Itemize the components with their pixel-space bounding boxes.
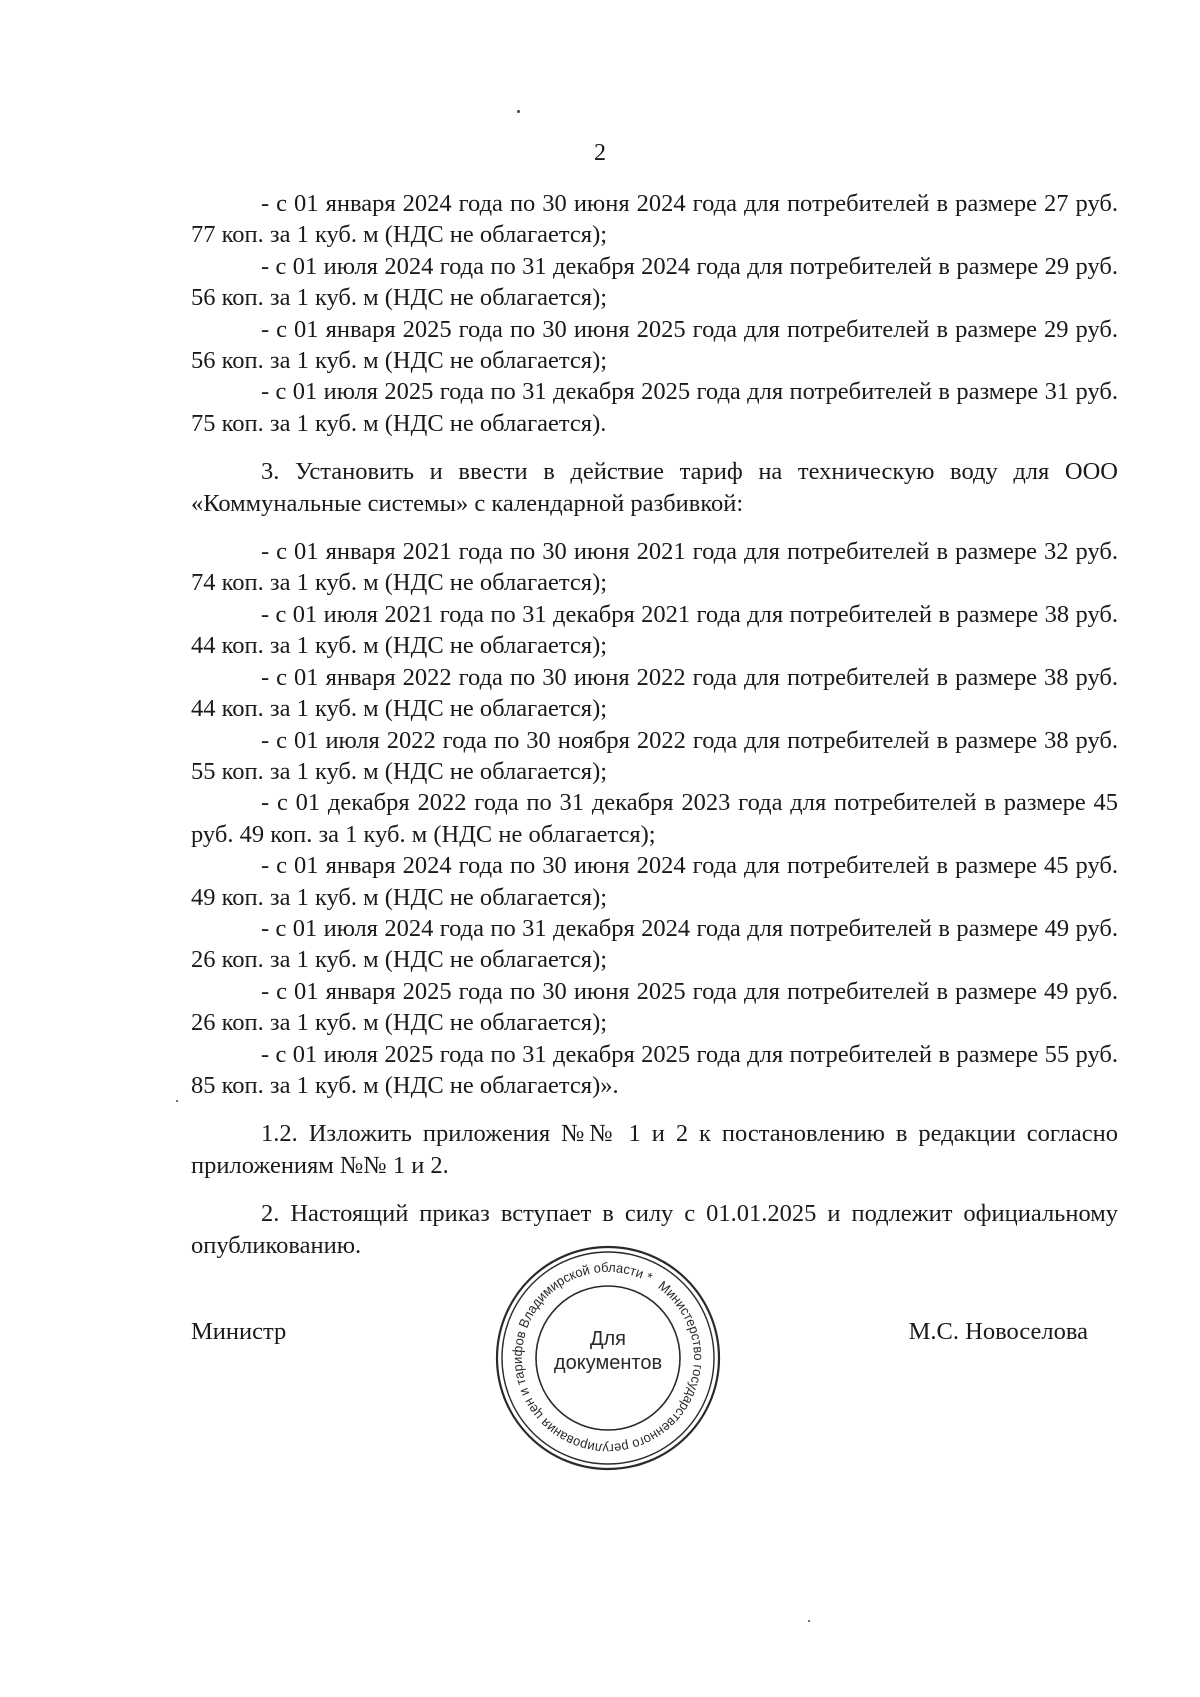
seal-ring-text: Министерство государственного регулирования цен и тарифов Владимирской области * [509,1259,707,1457]
tariff-item: - с 01 января 2024 года по 30 июня 2024 года для потребителей в размере 27 руб. 77 коп. за 1 куб. м (НДС не облагается); [191,190,1118,249]
seal-center-line: документов [553,1352,663,1374]
tariff-item: - с 01 января 2022 года по 30 июня 2022 года для потребителей в размере 38 руб. 44 коп. за 1 куб. м (НДС не облагается); [191,663,1118,723]
tariff-item: - с 01 июля 2025 года по 31 декабря 2025 года для потребителей в размере 31 руб. 75 коп. за 1 куб. м (НДС не облагается). [191,378,1118,437]
tariff-item: - с 01 июля 2024 года по 31 декабря 2024 года для потребителей в размере 29 руб. 56 коп. за 1 куб. м (НДС не облагается); [191,252,1118,312]
tariff-item: - с 01 июля 2024 года по 31 декабря 2024 года для потребителей в размере 49 руб. 26 коп. за 1 куб. м (НДС не облагается); [191,914,1118,974]
clause-2: 2. Настоящий приказ вступает в силу с 01.01.2025 и подлежит официальному опубликованию. [191,1200,1118,1259]
tariff-item: - с 01 июля 2025 года по 31 декабря 2025 года для потребителей в размере 55 руб. 85 коп. за 1 куб. м (НДС не облагается)». [191,1040,1118,1099]
scan-speck [176,1100,178,1102]
tariff-item: - с 01 декабря 2022 года по 31 декабря 2023 года для потребителей в размере 45 руб. 49 коп. за 1 куб. м (НДС не облагается); [191,789,1118,848]
scan-speck [517,110,520,113]
tariff-item: - с 01 января 2025 года по 30 июня 2025 года для потребителей в размере 49 руб. 26 коп. за 1 куб. м (НДС не облагается); [191,977,1118,1037]
official-seal [493,1243,723,1473]
signer-name: М.С. Новоселова [908,1318,1088,1345]
tariff-item: - с 01 января 2025 года по 30 июня 2025 года для потребителей в размере 29 руб. 56 коп. за 1 куб. м (НДС не облагается); [191,315,1118,375]
clause-3: 3. Установить и ввести в действие тариф на техническую воду для ООО «Коммунальные системы» с календарной разбивкой: [191,458,1118,517]
page-number: 2 [594,140,606,166]
tariff-item: - с 01 июля 2021 года по 31 декабря 2021 года для потребителей в размере 38 руб. 44 коп. за 1 куб. м (НДС не облагается); [191,600,1118,660]
scan-speck [808,1620,810,1622]
tariff-item: - с 01 января 2021 года по 30 июня 2021 года для потребителей в размере 32 руб. 74 коп. за 1 куб. м (НДС не облагается); [191,538,1118,597]
document-body [191,188,1118,1261]
seal-center-text [493,1327,723,1375]
signer-position: Министр [191,1318,287,1345]
seal-center-line: Для [589,1328,627,1350]
tariff-item: - с 01 июля 2022 года по 30 ноября 2022 года для потребителей в размере 38 руб. 55 коп. за 1 куб. м (НДС не облагается); [191,726,1118,785]
clause-1-2: 1.2. Изложить приложения №№ 1 и 2 к постановлению в редакции согласно приложениям №№ 1 и 2. [191,1120,1118,1179]
tariff-item: - с 01 января 2024 года по 30 июня 2024 года для потребителей в размере 45 руб. 49 коп. за 1 куб. м (НДС не облагается); [191,852,1118,911]
